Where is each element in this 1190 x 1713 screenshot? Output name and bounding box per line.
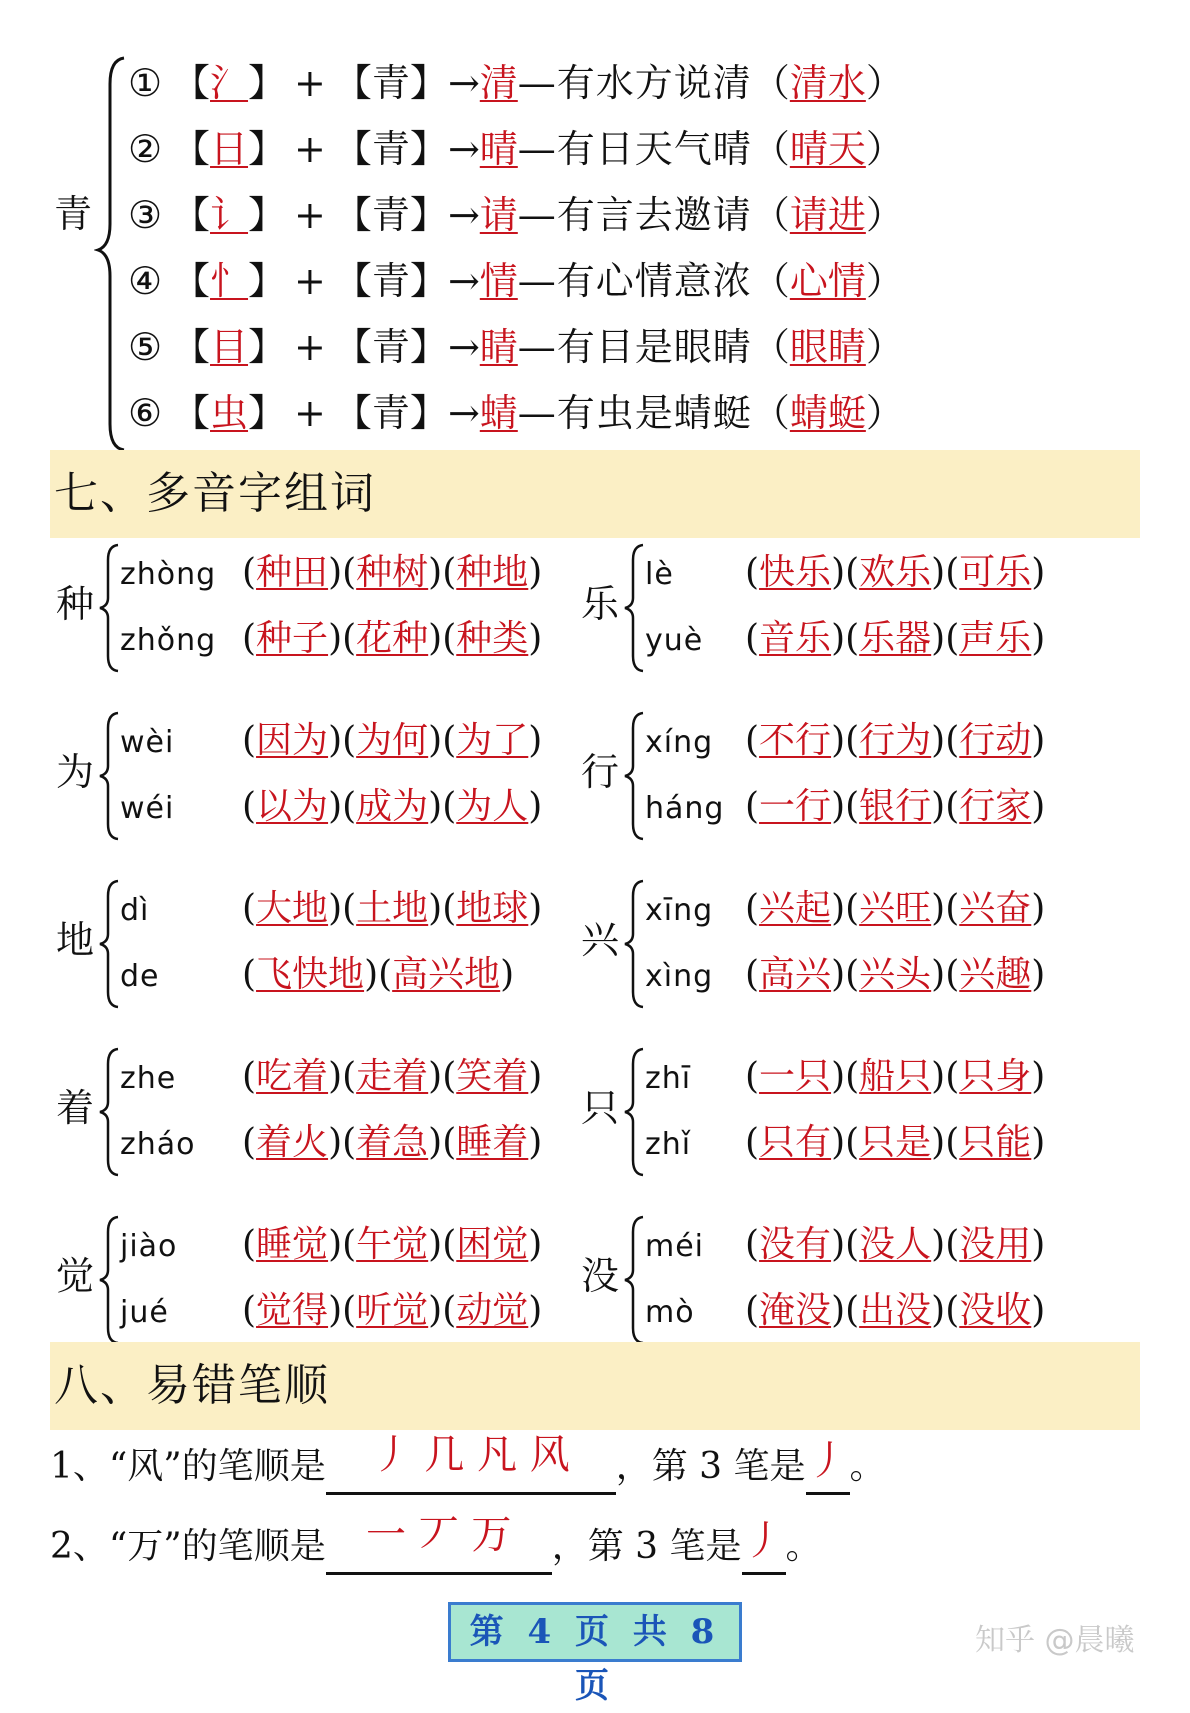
pinyin: dì xyxy=(120,893,150,928)
example-word: 走着 xyxy=(356,1056,429,1097)
word-list: (淹没)(出没)(没收) xyxy=(745,1290,1046,1331)
arrow-icon: → xyxy=(447,325,480,369)
bracket-close: 】 xyxy=(409,193,448,237)
polyphone-reading xyxy=(645,774,1045,840)
arrow-icon: → xyxy=(447,193,480,237)
example-word: 动觉 xyxy=(456,1290,529,1331)
paren-close: ） xyxy=(865,391,904,435)
bracket-open: 【 xyxy=(333,127,372,171)
question-middle: ，第 3 笔是 xyxy=(551,1526,742,1567)
arrow-icon: → xyxy=(447,61,480,105)
pinyin: zhòng xyxy=(120,557,217,592)
bracket-close: 】 xyxy=(248,391,287,435)
plus-sign: + xyxy=(294,391,326,435)
polyphone-group xyxy=(575,708,1135,848)
example-word: 晴天 xyxy=(789,127,866,171)
row-number: ⑥ xyxy=(128,391,163,435)
polyphone-reading xyxy=(645,708,1045,774)
polyphone-reading xyxy=(120,774,542,840)
example-word: 银行 xyxy=(859,786,932,827)
left-brace-icon xyxy=(623,878,645,1010)
polyphone-char: 只 xyxy=(581,1086,620,1130)
example-word: 兴奋 xyxy=(959,888,1032,929)
bracket-open: 【 xyxy=(172,127,211,171)
rhyme-desc: —有日天气晴 xyxy=(517,127,752,171)
stroke-blank xyxy=(326,1512,552,1575)
plus-sign: + xyxy=(294,61,326,105)
example-word: 花种 xyxy=(356,618,429,659)
polyphone-char: 为 xyxy=(56,750,95,794)
plus-sign: + xyxy=(294,193,326,237)
pinyin: zháo xyxy=(120,1127,196,1162)
row-number: ③ xyxy=(128,193,163,237)
example-word: 一行 xyxy=(759,786,832,827)
qing-family-block xyxy=(0,50,1190,450)
example-word: 没用 xyxy=(959,1224,1032,1265)
example-word: 快乐 xyxy=(759,552,832,593)
example-word: 行动 xyxy=(959,720,1032,761)
bracket-open: 【 xyxy=(172,61,211,105)
qing-row xyxy=(128,182,904,248)
word-list: (只有)(只是)(只能) xyxy=(745,1122,1046,1163)
page-indicator: 第 4 页 共 8 页 xyxy=(448,1602,742,1662)
polyphone-group xyxy=(50,1044,610,1184)
paren-close: ） xyxy=(865,61,904,105)
radical: 氵 xyxy=(210,61,249,105)
example-word: 地球 xyxy=(456,888,529,929)
example-word: 兴趣 xyxy=(959,954,1032,995)
qing-row xyxy=(128,248,904,314)
answer-stroke: 丿 xyxy=(743,1518,784,1564)
base-char: 青 xyxy=(371,325,410,369)
question-suffix: 。 xyxy=(785,1526,822,1567)
polyphone-reading xyxy=(645,1110,1045,1176)
paren-open: （ xyxy=(751,127,790,171)
bracket-close: 】 xyxy=(409,61,448,105)
word-list: (种田)(种树)(种地) xyxy=(242,552,543,593)
left-brace-icon xyxy=(623,542,645,674)
word-list: (飞快地)(高兴地) xyxy=(242,954,515,995)
pinyin: xīng xyxy=(645,893,714,928)
pinyin: mò xyxy=(645,1295,695,1330)
example-word: 淹没 xyxy=(759,1290,832,1331)
rhyme-desc: —有虫是蜻蜓 xyxy=(517,391,752,435)
row-number: ⑤ xyxy=(128,325,163,369)
polyphone-group xyxy=(575,876,1135,1016)
bracket-open: 【 xyxy=(172,391,211,435)
paren-open: （ xyxy=(751,391,790,435)
example-word: 种田 xyxy=(256,552,329,593)
result-char: 情 xyxy=(479,259,518,303)
question-middle: ，第 3 笔是 xyxy=(615,1446,806,1487)
answer-blank xyxy=(806,1432,850,1495)
word-list: (因为)(为何)(为了) xyxy=(242,720,543,761)
bracket-open: 【 xyxy=(172,193,211,237)
word-list: (一只)(船只)(只身) xyxy=(745,1056,1046,1097)
arrow-icon: → xyxy=(447,391,480,435)
arrow-icon: → xyxy=(447,127,480,171)
plus-sign: + xyxy=(294,127,326,171)
example-word: 听觉 xyxy=(356,1290,429,1331)
plus-sign: + xyxy=(294,325,326,369)
pinyin: jué xyxy=(120,1295,169,1330)
qing-row xyxy=(128,314,904,380)
pinyin: zhǐ xyxy=(645,1127,692,1162)
example-word: 眼睛 xyxy=(789,325,866,369)
stroke-sequence: 一 丆 万 xyxy=(366,1512,512,1558)
paren-open: （ xyxy=(751,259,790,303)
example-word: 以为 xyxy=(256,786,329,827)
example-word: 蜻蜓 xyxy=(789,391,866,435)
example-word: 清水 xyxy=(789,61,866,105)
example-word: 为了 xyxy=(456,720,529,761)
example-word: 声乐 xyxy=(959,618,1032,659)
polyphone-reading xyxy=(645,1212,1045,1278)
left-brace-icon xyxy=(94,54,128,454)
bracket-close: 】 xyxy=(248,61,287,105)
section7-header xyxy=(50,450,1140,538)
bracket-open: 【 xyxy=(333,325,372,369)
pinyin: zhe xyxy=(120,1061,177,1096)
pinyin: háng xyxy=(645,791,725,826)
example-word: 没收 xyxy=(959,1290,1032,1331)
polyphone-reading xyxy=(120,540,542,606)
polyphone-reading xyxy=(120,876,542,942)
polyphone-reading xyxy=(645,1278,1045,1344)
answer-stroke: 丿 xyxy=(807,1438,848,1484)
bracket-close: 】 xyxy=(248,259,287,303)
bracket-close: 】 xyxy=(248,193,287,237)
section8-title: 八、易错笔顺 xyxy=(54,1360,330,1411)
polyphone-reading xyxy=(645,942,1045,1008)
polyphone-char: 兴 xyxy=(581,918,620,962)
example-word: 行家 xyxy=(959,786,1032,827)
paren-open: （ xyxy=(751,325,790,369)
rhyme-desc: —有心情意浓 xyxy=(517,259,752,303)
word-list: (吃着)(走着)(笑着) xyxy=(242,1056,543,1097)
result-char: 清 xyxy=(479,61,518,105)
polyphone-reading xyxy=(120,708,542,774)
example-word: 一只 xyxy=(759,1056,832,1097)
example-word: 种类 xyxy=(456,618,529,659)
example-word: 乐器 xyxy=(859,618,932,659)
radical: 讠 xyxy=(210,193,249,237)
question-prefix: 1、“风”的笔顺是 xyxy=(50,1446,326,1487)
example-word: 着火 xyxy=(256,1122,329,1163)
example-word: 不行 xyxy=(759,720,832,761)
base-char: 青 xyxy=(371,127,410,171)
example-word: 心情 xyxy=(789,259,866,303)
word-list: (高兴)(兴头)(兴趣) xyxy=(745,954,1046,995)
rhyme-desc: —有言去邀请 xyxy=(517,193,752,237)
stroke-sequence: 丿 几 凡 风 xyxy=(371,1432,570,1478)
word-list: (音乐)(乐器)(声乐) xyxy=(745,618,1046,659)
paren-close: ） xyxy=(865,127,904,171)
example-word: 可乐 xyxy=(959,552,1032,593)
example-word: 高兴地 xyxy=(392,954,501,995)
paren-open: （ xyxy=(751,193,790,237)
bracket-close: 】 xyxy=(248,325,287,369)
word-list: (着火)(着急)(睡着) xyxy=(242,1122,543,1163)
polyphone-reading xyxy=(120,606,542,672)
word-list: (一行)(银行)(行家) xyxy=(745,786,1046,827)
bracket-open: 【 xyxy=(172,259,211,303)
word-list: (快乐)(欢乐)(可乐) xyxy=(745,552,1046,593)
example-word: 音乐 xyxy=(759,618,832,659)
example-word: 行为 xyxy=(859,720,932,761)
left-brace-icon xyxy=(98,710,120,842)
polyphone-char: 没 xyxy=(581,1254,620,1298)
pinyin: zhī xyxy=(645,1061,692,1096)
left-brace-icon xyxy=(623,1214,645,1346)
qing-row xyxy=(128,116,904,182)
question-suffix: 。 xyxy=(849,1446,886,1487)
word-list: (睡觉)(午觉)(困觉) xyxy=(242,1224,543,1265)
watermark: 知乎 @晨曦 xyxy=(975,1623,1135,1658)
rhyme-desc: —有目是眼睛 xyxy=(517,325,752,369)
polyphone-reading xyxy=(645,1044,1045,1110)
example-word: 只是 xyxy=(859,1122,932,1163)
bracket-open: 【 xyxy=(333,193,372,237)
arrow-icon: → xyxy=(447,259,480,303)
example-word: 船只 xyxy=(859,1056,932,1097)
polyphone-reading xyxy=(645,540,1045,606)
bracket-close: 】 xyxy=(409,259,448,303)
example-word: 飞快地 xyxy=(256,954,365,995)
polyphone-char: 乐 xyxy=(581,582,620,626)
example-word: 觉得 xyxy=(256,1290,329,1331)
example-word: 吃着 xyxy=(256,1056,329,1097)
polyphone-reading xyxy=(120,1110,542,1176)
example-word: 种子 xyxy=(256,618,329,659)
radical: 目 xyxy=(210,325,249,369)
example-word: 只有 xyxy=(759,1122,832,1163)
word-list: (种子)(花种)(种类) xyxy=(242,618,543,659)
example-word: 笑着 xyxy=(456,1056,529,1097)
polyphone-group xyxy=(50,876,610,1016)
polyphone-char: 种 xyxy=(56,582,95,626)
result-char: 蜻 xyxy=(479,391,518,435)
result-char: 睛 xyxy=(479,325,518,369)
qing-row xyxy=(128,50,904,116)
polyphone-group xyxy=(575,540,1135,680)
pinyin: wèi xyxy=(120,725,175,760)
example-word: 出没 xyxy=(859,1290,932,1331)
polyphone-reading xyxy=(120,942,514,1008)
example-word: 只能 xyxy=(959,1122,1032,1163)
pinyin: xíng xyxy=(645,725,714,760)
polyphone-reading xyxy=(120,1212,542,1278)
example-word: 兴头 xyxy=(859,954,932,995)
pinyin: jiào xyxy=(120,1229,178,1264)
example-word: 请进 xyxy=(789,193,866,237)
example-word: 种地 xyxy=(456,552,529,593)
example-word: 土地 xyxy=(356,888,429,929)
example-word: 只身 xyxy=(959,1056,1032,1097)
base-char: 青 xyxy=(371,61,410,105)
stroke-question-2 xyxy=(50,1512,822,1582)
word-list: (以为)(成为)(为人) xyxy=(242,786,543,827)
qing-row xyxy=(128,380,904,446)
bracket-open: 【 xyxy=(333,259,372,303)
word-list: (觉得)(听觉)(动觉) xyxy=(242,1290,543,1331)
result-char: 晴 xyxy=(479,127,518,171)
example-word: 睡觉 xyxy=(256,1224,329,1265)
polyphone-reading xyxy=(645,876,1045,942)
stroke-question-1 xyxy=(50,1432,886,1502)
example-word: 兴旺 xyxy=(859,888,932,929)
paren-close: ） xyxy=(865,325,904,369)
question-prefix: 2、“万”的笔顺是 xyxy=(50,1526,326,1567)
polyphone-group xyxy=(50,540,610,680)
word-list: (大地)(土地)(地球) xyxy=(242,888,543,929)
polyphone-group xyxy=(50,1212,610,1352)
left-brace-icon xyxy=(98,1214,120,1346)
plus-sign: + xyxy=(294,259,326,303)
stroke-blank xyxy=(326,1432,616,1495)
bracket-close: 】 xyxy=(409,325,448,369)
example-word: 为人 xyxy=(456,786,529,827)
example-word: 大地 xyxy=(256,888,329,929)
radical: 虫 xyxy=(210,391,249,435)
polyphone-group xyxy=(575,1044,1135,1184)
polyphone-group xyxy=(50,708,610,848)
polyphone-group xyxy=(575,1212,1135,1352)
polyphone-char: 着 xyxy=(56,1086,95,1130)
example-word: 欢乐 xyxy=(859,552,932,593)
example-word: 困觉 xyxy=(456,1224,529,1265)
bracket-close: 】 xyxy=(248,127,287,171)
pinyin: zhǒng xyxy=(120,623,217,658)
polyphone-char: 觉 xyxy=(56,1254,95,1298)
example-word: 因为 xyxy=(256,720,329,761)
section8-header xyxy=(50,1342,1140,1430)
word-list: (不行)(行为)(行动) xyxy=(745,720,1046,761)
qing-root-char: 青 xyxy=(54,192,93,236)
left-brace-icon xyxy=(98,878,120,1010)
example-word: 成为 xyxy=(356,786,429,827)
result-char: 请 xyxy=(479,193,518,237)
example-word: 兴起 xyxy=(759,888,832,929)
polyphone-reading xyxy=(120,1044,542,1110)
word-list: (没有)(没人)(没用) xyxy=(745,1224,1046,1265)
polyphone-reading xyxy=(645,606,1045,672)
left-brace-icon xyxy=(623,1046,645,1178)
pinyin: lè xyxy=(645,557,674,592)
example-word: 没有 xyxy=(759,1224,832,1265)
polyphone-char: 地 xyxy=(56,918,95,962)
radical: 日 xyxy=(210,127,249,171)
example-word: 种树 xyxy=(356,552,429,593)
example-word: 睡着 xyxy=(456,1122,529,1163)
section7-title: 七、多音字组词 xyxy=(54,468,376,519)
example-word: 着急 xyxy=(356,1122,429,1163)
base-char: 青 xyxy=(371,259,410,303)
paren-open: （ xyxy=(751,61,790,105)
base-char: 青 xyxy=(371,391,410,435)
example-word: 为何 xyxy=(356,720,429,761)
bracket-open: 【 xyxy=(172,325,211,369)
example-word: 高兴 xyxy=(759,954,832,995)
word-list: (兴起)(兴旺)(兴奋) xyxy=(745,888,1046,929)
paren-close: ） xyxy=(865,193,904,237)
polyphone-reading xyxy=(120,1278,542,1344)
row-number: ② xyxy=(128,127,163,171)
bracket-open: 【 xyxy=(333,61,372,105)
bracket-close: 】 xyxy=(409,127,448,171)
answer-blank xyxy=(742,1512,786,1575)
left-brace-icon xyxy=(98,1046,120,1178)
example-word: 午觉 xyxy=(356,1224,429,1265)
pinyin: wéi xyxy=(120,791,175,826)
radical: 忄 xyxy=(210,259,249,303)
pinyin: de xyxy=(120,959,160,994)
pinyin: xìng xyxy=(645,959,714,994)
base-char: 青 xyxy=(371,193,410,237)
left-brace-icon xyxy=(98,542,120,674)
polyphone-char: 行 xyxy=(581,750,620,794)
rhyme-desc: —有水方说清 xyxy=(517,61,752,105)
bracket-close: 】 xyxy=(409,391,448,435)
row-number: ① xyxy=(128,61,163,105)
example-word: 没人 xyxy=(859,1224,932,1265)
paren-close: ） xyxy=(865,259,904,303)
bracket-open: 【 xyxy=(333,391,372,435)
pinyin: méi xyxy=(645,1229,705,1264)
row-number: ④ xyxy=(128,259,163,303)
left-brace-icon xyxy=(623,710,645,842)
pinyin: yuè xyxy=(645,623,704,658)
